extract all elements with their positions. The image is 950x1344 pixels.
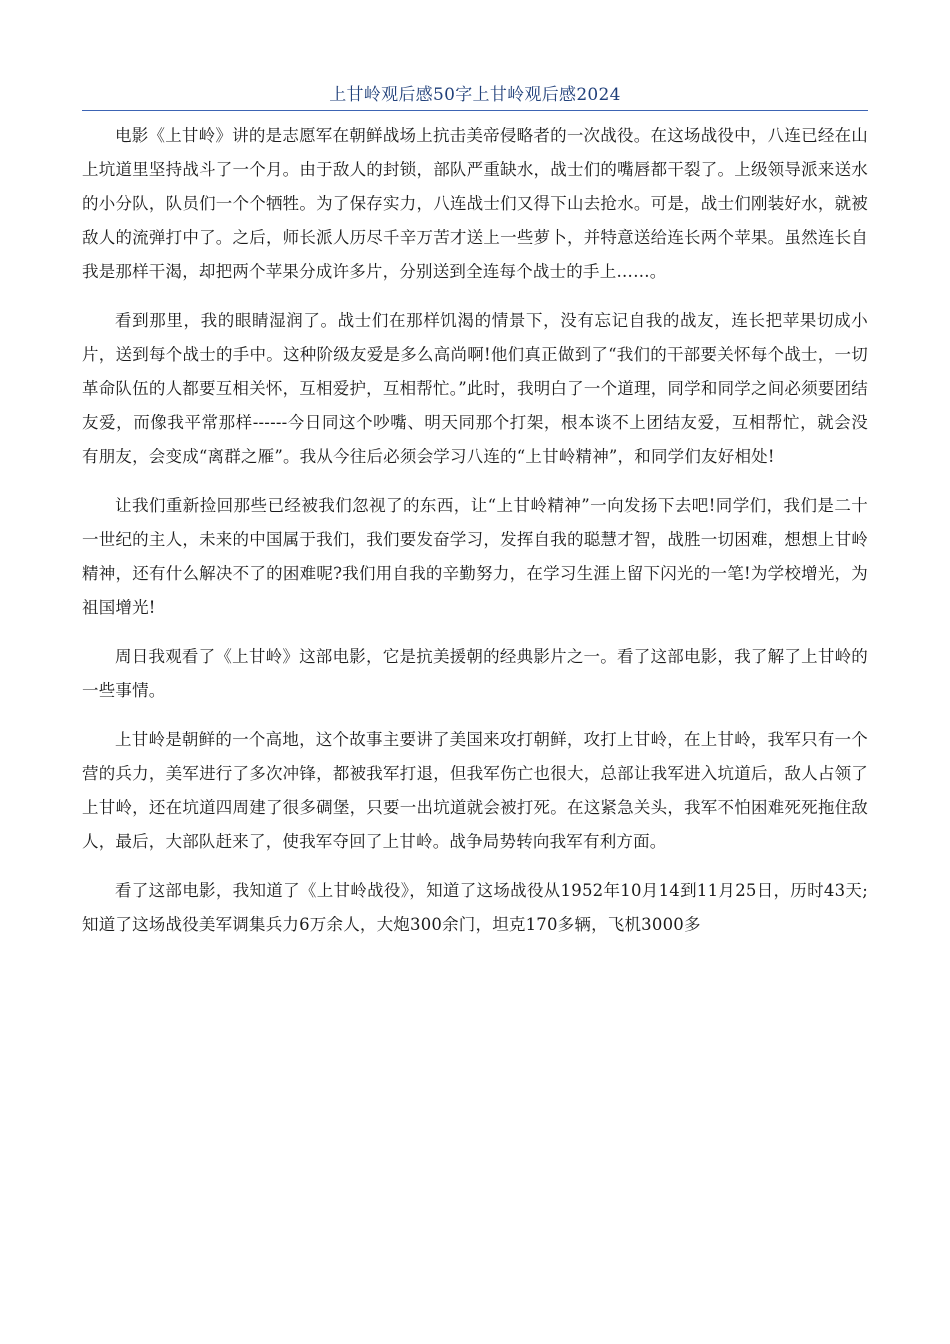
document-page [82, 82, 868, 957]
paragraph-4: 周日我观看了《上甘岭》这部电影，它是抗美援朝的经典影片之一。看了这部电影，我了解了上甘岭的一些事情。 [82, 647, 868, 700]
paragraph-1: 电影《上甘岭》讲的是志愿军在朝鲜战场上抗击美帝侵略者的一次战役。在这场战役中，八连已经在山上坑道里坚持战斗了一个月。由于敌人的封锁，部队严重缺水，战士们的嘴唇都干裂了。上级领导派来送水的小分队，队员们一个个牺牲。为了保存实力，八连战士们又得下山去抢水。可是，战士们刚装好水，就被敌人的流弹打中了。之后，师长派人历尽千辛万苦才送上一些萝卜，并特意送给连长两个苹果。虽然连长自我是那样干渴，却把两个苹果分成许多片，分别送到全连每个战士的手上……。 [82, 126, 868, 281]
paragraph-2: 看到那里，我的眼睛湿润了。战士们在那样饥渴的情景下，没有忘记自我的战友，连长把苹果切成小片，送到每个战士的手中。这种阶级友爱是多么高尚啊!他们真正做到了“我们的干部要关怀每个战士，一切革命队伍的人都要互相关怀，互相爱护，互相帮忙。”此时，我明白了一个道理，同学和同学之间必须要团结友爱，而像我平常那样------今日同这个吵嘴、明天同那个打架，根本谈不上团结友爱，互相帮忙，就会没有朋友，会变成“离群之雁”。我从今往后必须会学习八连的“上甘岭精神”，和同学们友好相处! [82, 311, 868, 466]
paragraph-6: 看了这部电影，我知道了《上甘岭战役》，知道了这场战役从1952年10月14到11月25日，历时43天;知道了这场战役美军调集兵力6万余人，大炮300余门，坦克170多辆，飞机3000多 [82, 881, 868, 934]
paragraph-5: 上甘岭是朝鲜的一个高地，这个故事主要讲了美国来攻打朝鲜，攻打上甘岭，在上甘岭，我军只有一个营的兵力，美军进行了多次冲锋，都被我军打退，但我军伤亡也很大，总部让我军进入坑道后，敌人占领了上甘岭，还在坑道四周建了很多碉堡，只要一出坑道就会被打死。在这紧急关头，我军不怕困难死死拖住敌人，最后，大部队赶来了，使我军夺回了上甘岭。战争局势转向我军有利方面。 [82, 730, 868, 851]
title-underline [82, 110, 868, 111]
document-title: 上甘岭观后感50字上甘岭观后感2024 [329, 85, 621, 105]
paragraph-3: 让我们重新捡回那些已经被我们忽视了的东西，让“上甘岭精神”一向发扬下去吧!同学们，我们是二十一世纪的主人，未来的中国属于我们，我们要发奋学习，发挥自我的聪慧才智，战胜一切困难，想想上甘岭精神，还有什么解决不了的困难呢?我们用自我的辛勤努力，在学习生涯上留下闪光的一笔!为学校增光，为祖国增光! [82, 496, 868, 617]
